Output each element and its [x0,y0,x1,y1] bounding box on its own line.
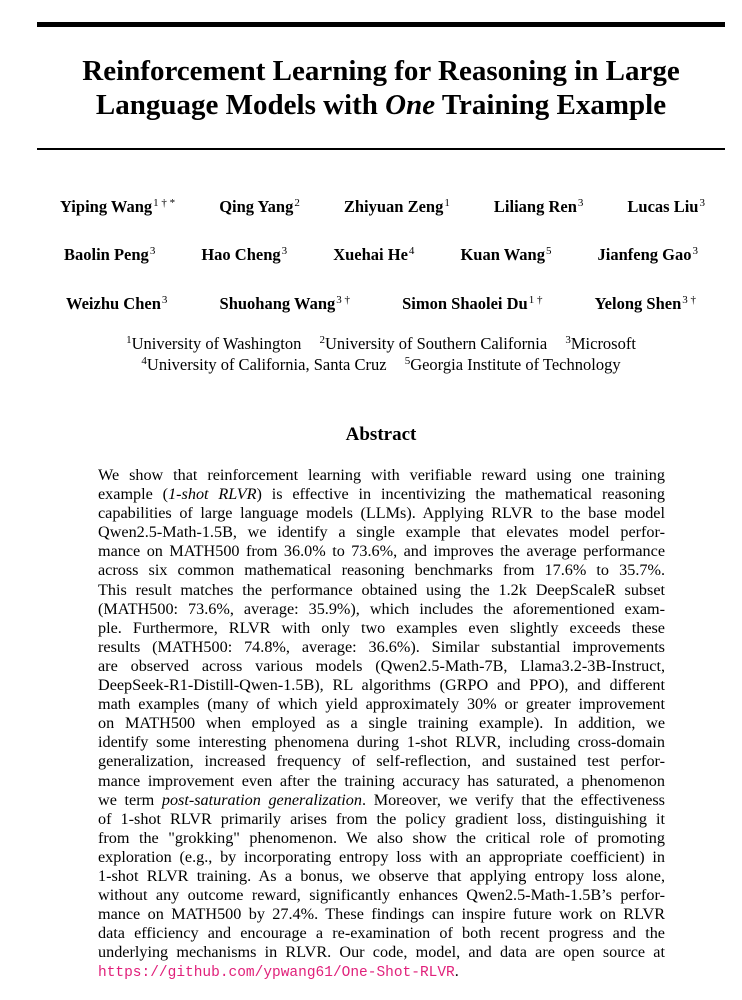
abstract-line: DeepSeek-R1-Distill-Qwen-1.5B), RL algorithms (GRPO and PPO), and different [98,676,665,695]
abstract-line: ple. Furthermore, RLVR with only two examples even slightly exceeds these [98,618,665,637]
abstract-line: We show that reinforcement learning with verifiable reward using one training [98,466,665,484]
abstract-line: Qwen2.5-Math-1.5B, we identify a single example that elevates model perfor- [98,523,665,542]
author-row-2 [64,245,698,265]
abstract-line: are observed across various models (Qwen2.5-Math-7B, Llama3.2-3B-Instruct, [98,656,665,675]
abstract-emphasis: 1-shot RLVR [168,485,257,504]
abstract-line [98,485,665,504]
affiliations-line-2 [37,355,725,375]
abstract-line: exploration (e.g., by incorporating entropy loss with an appropriate coefficient) in [98,847,665,866]
title-line-1: Reinforcement Learning for Reasoning in Large [82,55,680,87]
affiliation: $^2$University of Southern California [319,334,548,353]
abstract-text-part: . Moreover, we verify that the effectiveness [361,790,665,809]
author: Simon Shaolei $Du^{1 \dagger}$ [402,294,543,313]
abstract-line [98,791,665,810]
author: Jianfeng Gao$^3$ [597,245,698,264]
author: Weizhu Chen$^3$ [66,294,168,313]
author: Qing Yang$^2$ [219,197,300,216]
affiliation: $^5$Georgia Institute of Technology [404,355,621,374]
abstract-line: generalization, increased frequency of self-reflection, and sustained test perfor- [98,752,665,771]
author: Xuehai He$^4$ [333,245,415,264]
abstract-line: 1-shot RLVR training. As a bonus, we observe that applying entropy loss alone, [98,866,665,885]
author: Zhiyuan Zeng$^1$ [343,197,450,216]
abstract-line: mance on MATH500 from 36.0% to 73.6%, and improves the average performance [98,542,665,561]
abstract-line: from the "grokking" phenomenon. We also show the critical role of promoting [98,828,665,847]
author: Shuohang Wang$^{3 \dagger}$ [219,294,350,313]
abstract-text-part: we term [98,790,162,809]
title-line-2-pre: Language Models with [95,89,386,121]
abstract-line: on MATH500 when employed as a single training example). In addition, we [98,714,665,733]
author: Yelong Shen$^{3 \dagger}$ [594,294,696,313]
abstract-line: mance on MATH500 by 27.4%. These findings can inspire future work on RLVR [98,905,665,924]
abstract-line: data efficiency and encourage a re-examination of both recent progress and the [98,924,665,943]
bottom-rule [37,148,725,150]
paper-title [37,54,725,122]
abstract-line: (MATH500: 73.6%, average: 35.9%), which includes the aforementioned exam- [98,599,665,618]
author-row-3 [66,294,696,314]
affiliations-line-1 [37,334,725,354]
abstract-line: across six common mathematical reasoning benchmarks from 17.6% to 35.7%. [98,561,665,580]
author: Liliang Ren$^3$ [493,197,584,216]
abstract-line: mance improvement even after the training accuracy has saturated, a phenomenon [98,771,665,790]
abstract-line: capabilities of large language models (LLMs). Applying RLVR to the base model [98,504,665,523]
link-suffix: . [454,962,459,981]
code-repository-link[interactable]: https://github.com/ypwang61/One-Shot-RLVR [98,965,455,982]
author-row-1 [60,197,705,217]
abstract-line: This result matches the performance obtained using the 1.2k DeepScaleR subset [98,580,665,599]
abstract-line: results (MATH500: 74.8%, average: 36.6%). Similar substantial improvements [98,637,665,656]
title-line-2-emphasis: One [385,89,436,121]
abstract-text-part: ) is effective in incentivizing the mathematical reasoning [256,485,665,504]
author: Yiping Wang$^{1 \dagger *}$ [60,197,176,216]
affiliation: $^1$University of Washington [126,334,302,353]
abstract-link-line [98,962,665,983]
title-line-2-post: Training Example [435,89,667,121]
abstract-line: of 1-shot RLVR primarily arises from the policy gradient loss, distinguishing it [98,809,665,828]
abstract-body [98,466,665,984]
top-rule [37,22,725,27]
abstract-line: identify some interesting phenomena during 1-shot RLVR, including cross-domain [98,733,665,752]
abstract-emphasis: post-saturation generalization [161,790,362,809]
abstract-heading: Abstract [345,424,417,445]
abstract-text-part: example ( [98,485,169,504]
author: Lucas Liu$^3$ [627,197,705,216]
affiliation: $^4$University of California, Santa Cruz [141,355,387,374]
author: Hao Cheng$^3$ [201,245,288,264]
abstract-line: without any outcome reward, significantly enhances Qwen2.5-Math-1.5B’s perfor- [98,886,665,905]
affiliation: $^3$Microsoft [565,334,636,353]
abstract-line: underlying mechanisms in RLVR. Our code, model, and data are open source at [98,943,665,962]
abstract-line: math examples (many of which yield approximately 30% or greater improvement [98,695,665,714]
author: Baolin Peng$^3$ [64,245,156,264]
author: Kuan Wang$^5$ [460,245,552,264]
